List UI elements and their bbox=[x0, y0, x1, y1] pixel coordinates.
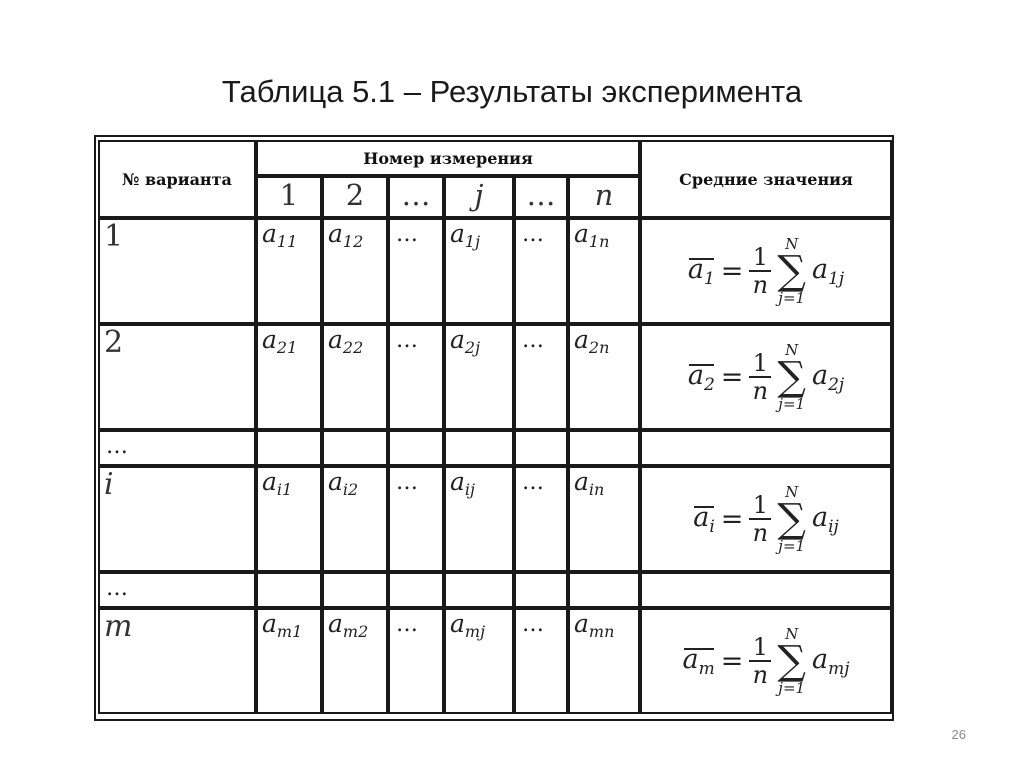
fraction bbox=[749, 350, 771, 404]
measurement-cell bbox=[444, 218, 514, 324]
mean-header: Средние значения bbox=[640, 140, 892, 218]
sum-term: $a_{mj}$ bbox=[811, 643, 850, 679]
sum-term: $a_{2j}$ bbox=[811, 359, 845, 395]
sum-upper-limit: N bbox=[785, 235, 799, 253]
measurement-subscript: 2n bbox=[588, 338, 610, 357]
measurement-symbol: a bbox=[574, 467, 589, 496]
measurement-symbol: a bbox=[328, 467, 343, 496]
measurement-subscript: 22 bbox=[342, 338, 364, 357]
measurement-symbol: a bbox=[450, 325, 465, 354]
mean-formula bbox=[642, 483, 890, 555]
measurement-cell bbox=[444, 608, 514, 714]
data-row bbox=[98, 324, 892, 430]
mean-formula-cell bbox=[640, 466, 892, 572]
measurement-subscript: m2 bbox=[342, 622, 369, 641]
measurement-cell bbox=[256, 218, 322, 324]
data-row bbox=[98, 608, 892, 714]
measurement-col-header: … bbox=[388, 176, 444, 218]
summation bbox=[777, 235, 806, 307]
measurement-group-header: Номер измерения bbox=[256, 140, 640, 176]
header-row-1 bbox=[98, 140, 892, 176]
measurement-symbol: a bbox=[262, 467, 277, 496]
measurement-cell bbox=[322, 466, 388, 572]
sum-upper-limit: N bbox=[785, 483, 799, 501]
measurement-cell bbox=[444, 466, 514, 572]
measurement-col-header: 1 bbox=[256, 176, 322, 218]
mean-subscript: m bbox=[698, 658, 715, 679]
sum-term-subscript: 2j bbox=[828, 374, 845, 395]
measurement-symbol: a bbox=[328, 219, 343, 248]
ellipsis-cell: … bbox=[514, 218, 568, 324]
empty-cell bbox=[388, 430, 444, 466]
measurement-symbol: a bbox=[574, 609, 589, 638]
sum-upper-limit: N bbox=[785, 341, 799, 359]
ellipsis-cell: … bbox=[388, 324, 444, 430]
measurement-col-header bbox=[444, 176, 514, 218]
equals-sign: = bbox=[720, 255, 744, 287]
sum-term-subscript: 1j bbox=[828, 268, 845, 289]
fraction-numerator: 1 bbox=[752, 243, 769, 271]
measurement-cell bbox=[444, 324, 514, 430]
ellipsis-cell: … bbox=[388, 466, 444, 572]
mean-symbol: $a_1$ bbox=[687, 253, 715, 289]
separator-row bbox=[98, 572, 892, 608]
measurement-subscript: mj bbox=[464, 622, 486, 641]
measurement-subscript: i1 bbox=[276, 480, 293, 499]
measurement-cell bbox=[568, 466, 640, 572]
measurement-cell bbox=[568, 608, 640, 714]
fraction-denominator: n bbox=[752, 519, 769, 547]
measurement-symbol: a bbox=[450, 467, 465, 496]
fraction-numerator: 1 bbox=[752, 349, 769, 377]
empty-cell bbox=[256, 572, 322, 608]
empty-cell bbox=[256, 430, 322, 466]
results-table bbox=[98, 140, 892, 714]
variant-index-value: 2 bbox=[104, 325, 124, 360]
measurement-symbol: a bbox=[574, 219, 589, 248]
measurement-subscript: ij bbox=[464, 480, 475, 499]
measurement-cell bbox=[322, 608, 388, 714]
measurement-col-header: … bbox=[514, 176, 568, 218]
separator-row bbox=[98, 430, 892, 466]
mean-formula bbox=[642, 235, 890, 307]
measurement-subscript: 1n bbox=[588, 232, 610, 251]
fraction-denominator: n bbox=[752, 661, 769, 689]
measurement-symbol: a bbox=[328, 609, 343, 638]
sum-term: $a_{1j}$ bbox=[811, 253, 845, 289]
measurement-symbol: a bbox=[450, 609, 465, 638]
separator-dots: … bbox=[98, 430, 256, 466]
ellipsis-cell: … bbox=[514, 324, 568, 430]
empty-cell bbox=[444, 572, 514, 608]
mean-formula-cell bbox=[640, 324, 892, 430]
fraction-denominator: n bbox=[752, 271, 769, 299]
empty-cell bbox=[640, 572, 892, 608]
sum-term-subscript: ij bbox=[828, 516, 839, 537]
empty-cell bbox=[568, 572, 640, 608]
mean-formula bbox=[642, 341, 890, 413]
variant-index bbox=[98, 608, 256, 714]
ellipsis-cell: … bbox=[388, 608, 444, 714]
slide-title: Таблица 5.1 – Результаты эксперимента bbox=[221, 74, 803, 109]
empty-cell bbox=[322, 572, 388, 608]
fraction bbox=[749, 244, 771, 298]
measurement-subscript: 2j bbox=[464, 338, 481, 357]
mean-symbol: $a_m$ bbox=[682, 643, 715, 679]
measurement-cell bbox=[568, 324, 640, 430]
sigma-icon: ∑ bbox=[777, 638, 806, 684]
sum-term: $a_{ij}$ bbox=[811, 501, 839, 537]
variant-index bbox=[98, 218, 256, 324]
equals-sign: = bbox=[720, 503, 744, 535]
measurement-subscript: m1 bbox=[276, 622, 303, 641]
measurement-col-header bbox=[568, 176, 640, 218]
variant-index bbox=[98, 324, 256, 430]
empty-cell bbox=[388, 572, 444, 608]
sum-upper-limit: N bbox=[785, 625, 799, 643]
empty-cell bbox=[444, 430, 514, 466]
empty-cell bbox=[514, 572, 568, 608]
measurement-subscript: 21 bbox=[276, 338, 298, 357]
measurement-symbol: a bbox=[262, 325, 277, 354]
measurement-cell bbox=[322, 324, 388, 430]
sigma-icon: ∑ bbox=[777, 354, 806, 400]
empty-cell bbox=[640, 430, 892, 466]
sum-lower-limit: j=1 bbox=[778, 679, 806, 697]
empty-cell bbox=[514, 430, 568, 466]
measurement-cell bbox=[256, 608, 322, 714]
summation bbox=[777, 625, 806, 697]
measurement-subscript: i2 bbox=[342, 480, 359, 499]
variant-index-value: i bbox=[104, 467, 114, 502]
sum-lower-limit: j=1 bbox=[778, 537, 806, 555]
ellipsis-cell: … bbox=[388, 218, 444, 324]
fraction-numerator: 1 bbox=[752, 491, 769, 519]
measurement-symbol: a bbox=[262, 609, 277, 638]
measurement-col-label: n bbox=[594, 178, 614, 212]
mean-symbol: $a_2$ bbox=[687, 359, 715, 395]
variant-header: № варианта bbox=[98, 140, 256, 218]
mean-subscript: 2 bbox=[703, 374, 715, 395]
measurement-cell bbox=[256, 324, 322, 430]
measurement-col-header: 2 bbox=[322, 176, 388, 218]
fraction-denominator: n bbox=[752, 377, 769, 405]
sum-lower-limit: j=1 bbox=[778, 289, 806, 307]
summation bbox=[777, 483, 806, 555]
sum-term-subscript: mj bbox=[828, 658, 850, 679]
variant-index bbox=[98, 466, 256, 572]
equals-sign: = bbox=[720, 361, 744, 393]
measurement-cell bbox=[322, 218, 388, 324]
empty-cell bbox=[322, 430, 388, 466]
variant-index-value: 1 bbox=[104, 219, 124, 254]
variant-index-value: m bbox=[104, 609, 133, 644]
mean-formula bbox=[642, 625, 890, 697]
fraction bbox=[749, 634, 771, 688]
ellipsis-cell: … bbox=[514, 466, 568, 572]
mean-subscript: i bbox=[709, 516, 715, 537]
summation bbox=[777, 341, 806, 413]
measurement-symbol: a bbox=[574, 325, 589, 354]
measurement-symbol: a bbox=[450, 219, 465, 248]
data-row bbox=[98, 218, 892, 324]
mean-subscript: 1 bbox=[703, 268, 715, 289]
sigma-icon: ∑ bbox=[777, 248, 806, 294]
fraction bbox=[749, 492, 771, 546]
equals-sign: = bbox=[720, 645, 744, 677]
measurement-symbol: a bbox=[262, 219, 277, 248]
measurement-subscript: 12 bbox=[342, 232, 364, 251]
ellipsis-cell: … bbox=[514, 608, 568, 714]
fraction-numerator: 1 bbox=[752, 633, 769, 661]
page-number: 26 bbox=[951, 727, 966, 742]
measurement-subscript: in bbox=[588, 480, 605, 499]
sigma-icon: ∑ bbox=[777, 496, 806, 542]
measurement-symbol: a bbox=[328, 325, 343, 354]
measurement-subscript: 1j bbox=[464, 232, 481, 251]
sum-lower-limit: j=1 bbox=[778, 395, 806, 413]
empty-cell bbox=[568, 430, 640, 466]
measurement-cell bbox=[568, 218, 640, 324]
measurement-subscript: 11 bbox=[276, 232, 298, 251]
data-row bbox=[98, 466, 892, 572]
mean-symbol: $a_i$ bbox=[693, 501, 715, 537]
measurement-col-label: j bbox=[474, 178, 484, 212]
measurement-subscript: mn bbox=[588, 622, 615, 641]
mean-formula-cell bbox=[640, 218, 892, 324]
separator-dots: … bbox=[98, 572, 256, 608]
mean-formula-cell bbox=[640, 608, 892, 714]
measurement-cell bbox=[256, 466, 322, 572]
